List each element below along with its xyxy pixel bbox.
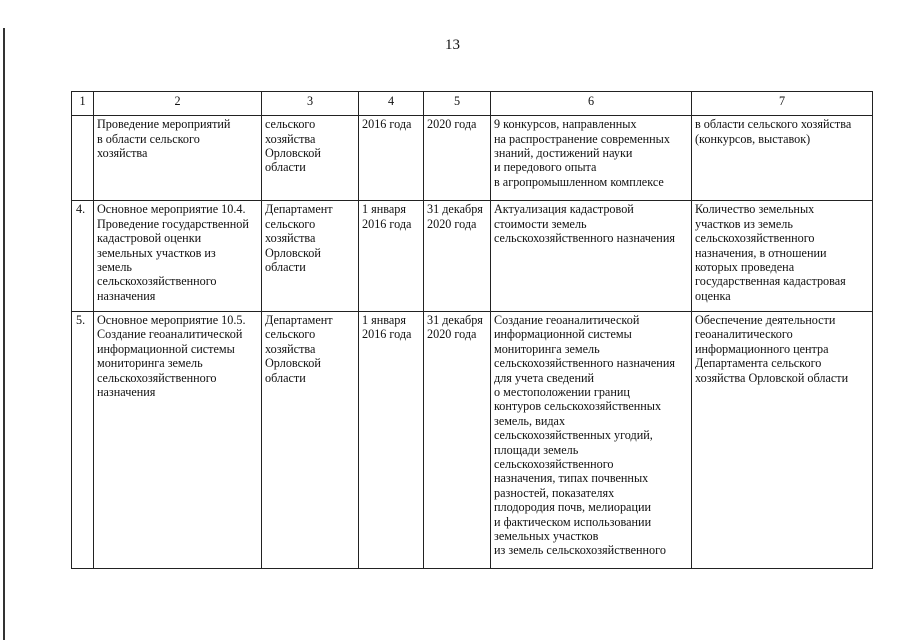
row-number-cell: 4. — [72, 201, 94, 311]
start-date-cell: 1 января 2016 года — [359, 201, 424, 311]
column-number-6: 6 — [491, 92, 692, 116]
column-number-1: 1 — [72, 92, 94, 116]
end-date-cell: 31 декабря 2020 года — [424, 201, 491, 311]
indicator-cell: в области сельского хозяйства (конкурсов, выставок) — [692, 116, 873, 201]
activity-name-cell: Проведение мероприятий в области сельского хозяйства — [94, 116, 262, 201]
column-number-5: 5 — [424, 92, 491, 116]
end-date-cell: 2020 года — [424, 116, 491, 201]
column-number-4: 4 — [359, 92, 424, 116]
table-row — [72, 201, 873, 311]
start-date-cell: 1 января 2016 года — [359, 311, 424, 568]
table-row — [72, 116, 873, 201]
column-number-2: 2 — [94, 92, 262, 116]
column-number-7: 7 — [692, 92, 873, 116]
column-number-3: 3 — [262, 92, 359, 116]
left-margin-line — [3, 28, 5, 640]
expected-result-cell: 9 конкурсов, направленных на распространение современных знаний, достижений науки и передового опыта в агропромышленном комплексе — [491, 116, 692, 201]
table-row — [72, 311, 873, 568]
row-number-cell: 5. — [72, 311, 94, 568]
activity-name-cell: Основное мероприятие 10.4. Проведение государственной кадастровой оценки земельных участков из земель сельскохозяйственного назначения — [94, 201, 262, 311]
page-number: 13 — [445, 37, 460, 53]
activity-name-cell: Основное мероприятие 10.5. Создание геоаналитической информационной системы мониторинга земель сельскохозяйственного назначения — [94, 311, 262, 568]
expected-result-cell: Актуализация кадастровой стоимости земель сельскохозяйственного назначения — [491, 201, 692, 311]
table-header-row — [72, 92, 873, 116]
program-table — [71, 91, 873, 569]
end-date-cell: 31 декабря 2020 года — [424, 311, 491, 568]
executor-cell: сельского хозяйства Орловской области — [262, 116, 359, 201]
executor-cell: Департамент сельского хозяйства Орловской области — [262, 201, 359, 311]
executor-cell: Департамент сельского хозяйства Орловской области — [262, 311, 359, 568]
row-number-cell — [72, 116, 94, 201]
start-date-cell: 2016 года — [359, 116, 424, 201]
expected-result-cell: Создание геоаналитической информационной системы мониторинга земель сельскохозяйственного назначения для учета сведений о местоположении границ контуров сельскохозяйственных земель, видах сельскохозяйственных угодий, площади земель сельскохозяйственного назначения, типах почвенных разностей, показателях плодородия почв, мелиорации и фактическом использовании земельных участков из земель сельскохозяйственного — [491, 311, 692, 568]
indicator-cell: Обеспечение деятельности геоаналитического информационного центра Департамента сельского хозяйства Орловской области — [692, 311, 873, 568]
indicator-cell: Количество земельных участков из земель сельскохозяйственного назначения, в отношении которых проведена государственная кадастровая оценка — [692, 201, 873, 311]
